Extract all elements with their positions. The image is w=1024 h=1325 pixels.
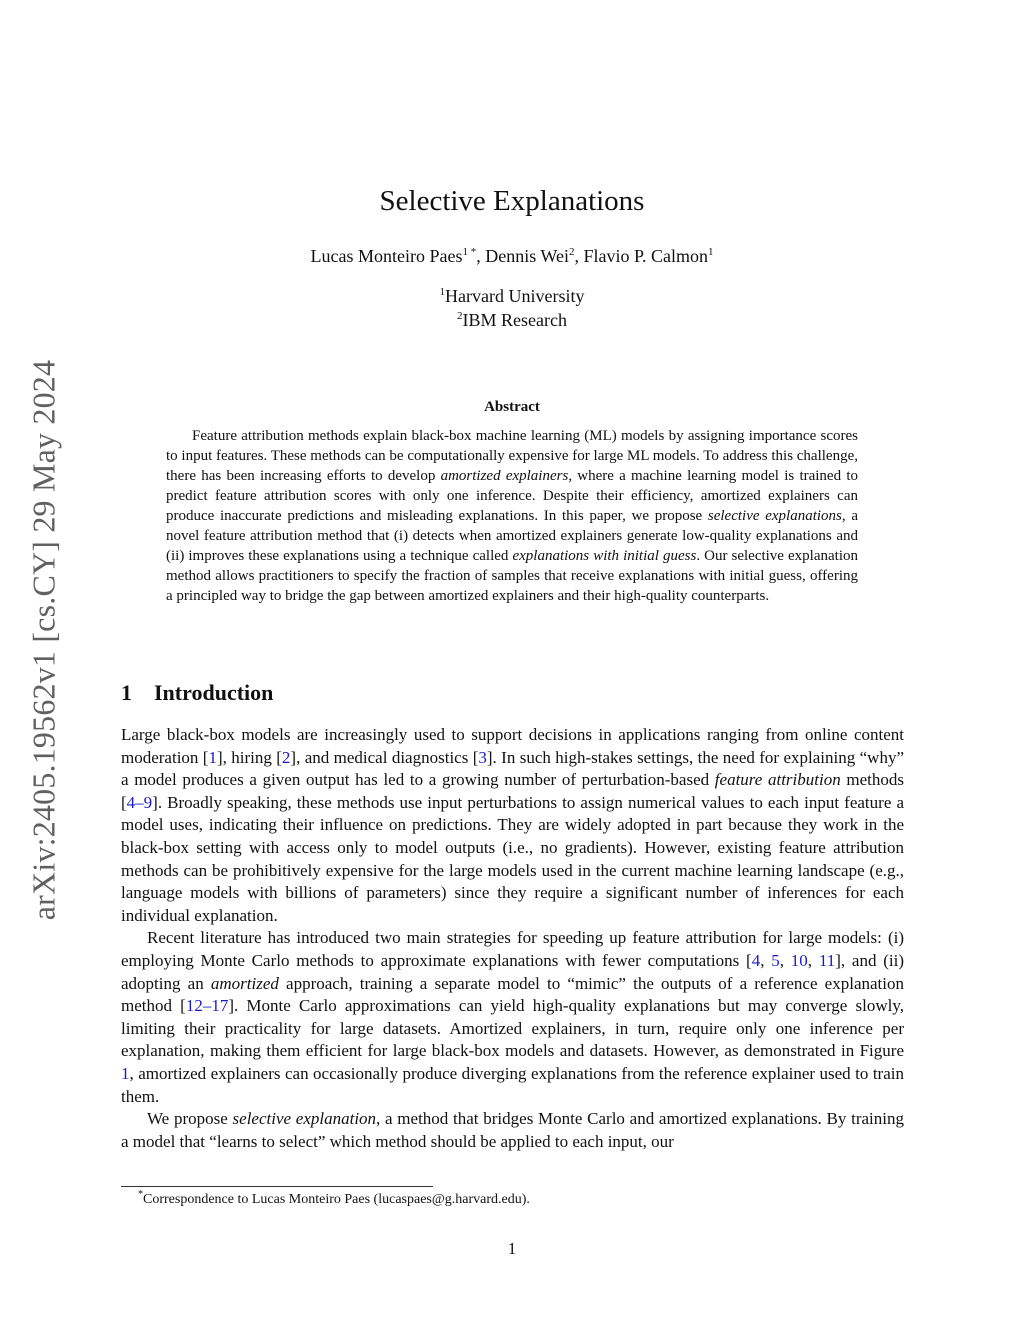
affiliation-name: IBM Research: [462, 310, 567, 330]
author-separator: ,: [574, 246, 584, 266]
footnote-marker: *: [138, 1189, 143, 1200]
citation-link[interactable]: 10: [790, 950, 808, 970]
citation-link[interactable]: 11: [818, 950, 836, 970]
introduction-body: [121, 724, 904, 1153]
text-run: Large black-box models are increasingly used to support decisions in applications ranging from online content moderation [: [121, 725, 904, 767]
author-separator: ,: [476, 246, 486, 266]
affiliation-marker: 2: [457, 310, 463, 322]
author-name: Flavio P. Calmon: [583, 246, 708, 266]
paper-title: Selective Explanations: [379, 185, 645, 217]
text-run: ], hiring [: [216, 747, 282, 767]
citation-link[interactable]: 4: [751, 950, 761, 970]
text-run: ], and medical diagnostics [: [290, 747, 479, 767]
paragraph: [121, 1108, 904, 1153]
emphasis: feature attribution: [714, 770, 841, 790]
abstract-text-run: , where a machine learning model is trained to predict feature attribution scores with only one inference. Despite their efficiency, amortized explainers can produce inaccurate predictions and misleading explanations. In this paper, we propose: [166, 468, 858, 524]
paragraph: [121, 927, 904, 1108]
citation-link[interactable]: 3: [478, 747, 487, 767]
text-run: methods [: [121, 770, 904, 812]
abstract-emphasis: amortized explainers: [440, 468, 569, 484]
citation-link[interactable]: 5: [771, 950, 780, 970]
footnote: [138, 1190, 530, 1210]
text-run: ]. Monte Carlo approximations can yield high-quality explanations but may converge slowly, limiting their practicality for large datasets. Amortized explainers, in turn, require only one inference per explanation, making them efficient for large black-box models and datasets. However, as demonstrated in Figure: [121, 996, 904, 1061]
text-run: ,: [779, 950, 791, 970]
author-affil-marker: 1: [707, 246, 714, 258]
text-run: ,: [807, 950, 819, 970]
affiliation: [0, 284, 1024, 308]
author-name: Lucas Monteiro Paes: [310, 246, 463, 266]
page-number: 1: [507, 1239, 517, 1258]
citation-link[interactable]: 4–9: [126, 792, 153, 812]
abstract-text: [166, 426, 858, 606]
affiliation-marker: 1: [439, 286, 446, 298]
citation-link[interactable]: 1: [208, 747, 217, 767]
text-run: ]. Broadly speaking, these methods use input perturbations to assign numerical values to each input feature a model uses, indicating their influence on predictions. They are widely adopted in part because they work in the black-box setting with access only to model outputs (i.e., no gradients). However, existing feature attribution methods can be prohibitively expensive for the large models used in the current machine learning landscape (e.g., language models with billions of parameters) since they require a significant number of inferences for each individual explanation.: [121, 792, 904, 925]
author-list: [0, 242, 1024, 270]
arxiv-identifier: arXiv:2405.19562v1 [cs.CY] 29 May 2024: [25, 359, 62, 921]
affiliation-list: [0, 284, 1024, 332]
paragraph: [121, 724, 904, 927]
abstract-emphasis: selective explanations: [707, 508, 842, 524]
citation-link[interactable]: 12–17: [185, 996, 229, 1016]
section-number: 1: [121, 680, 132, 705]
text-run: approach, training a separate model to “mimic” the outputs of a reference explanation method [: [121, 973, 904, 1016]
text-run: , amortized explainers can occasionally produce diverging explanations from the reference explainer used to train them.: [121, 1063, 904, 1106]
figure-reference-link[interactable]: 1: [121, 1063, 130, 1083]
abstract-emphasis: explanations with initial guess: [512, 548, 697, 564]
abstract-text-run: . Our selective explanation method allows practitioners to specify the fraction of samples that receive explanations with initial guess, offering a principled way to bridge the gap between amortized explainers and their high-quality counterparts.: [166, 548, 858, 604]
footnote-text: Correspondence to Lucas Monteiro Paes (lucaspaes@g.harvard.edu).: [143, 1192, 530, 1207]
author-affil-marker: 2: [568, 246, 575, 258]
text-run: ,: [760, 950, 772, 970]
author-name: Dennis Wei: [485, 246, 569, 266]
author-affil-marker: 1 *: [462, 246, 477, 258]
citation-link[interactable]: 2: [281, 747, 291, 767]
emphasis: selective explanation: [232, 1109, 377, 1129]
text-run: Recent literature has introduced two main strategies for speeding up feature attribution for large models: (i) employing Monte Carlo methods to approximate explanations with fewer computations [: [121, 928, 904, 970]
text-run: ], and (ii) adopting an: [121, 950, 905, 993]
text-run: , a method that bridges Monte Carlo and amortized explanations. By training a model that “learns to select” which method should be applied to each input, our: [121, 1109, 904, 1151]
emphasis: amortized: [210, 973, 279, 993]
affiliation-name: Harvard University: [445, 286, 585, 306]
affiliation: [0, 308, 1024, 332]
text-run: We propose: [147, 1109, 233, 1129]
footnote-divider: [121, 1186, 433, 1187]
abstract-text-run: Feature attribution methods explain black-box machine learning (ML) models by assigning importance scores to input features. These methods can be computationally expensive for large ML models. To address this challenge, there has been increasing efforts to develop: [166, 428, 858, 484]
text-run: ]. In such high-stakes settings, the need for explaining “why” a model produces a given output has led to a growing number of perturbation-based: [121, 747, 904, 790]
abstract-text-run: , a novel feature attribution method that (i) detects when amortized explainers generate low-quality explanations and (ii) improves these explanations using a technique called: [166, 508, 858, 564]
section-title: Introduction: [154, 680, 274, 705]
abstract-heading: Abstract: [484, 399, 540, 415]
section-heading: [121, 677, 273, 709]
